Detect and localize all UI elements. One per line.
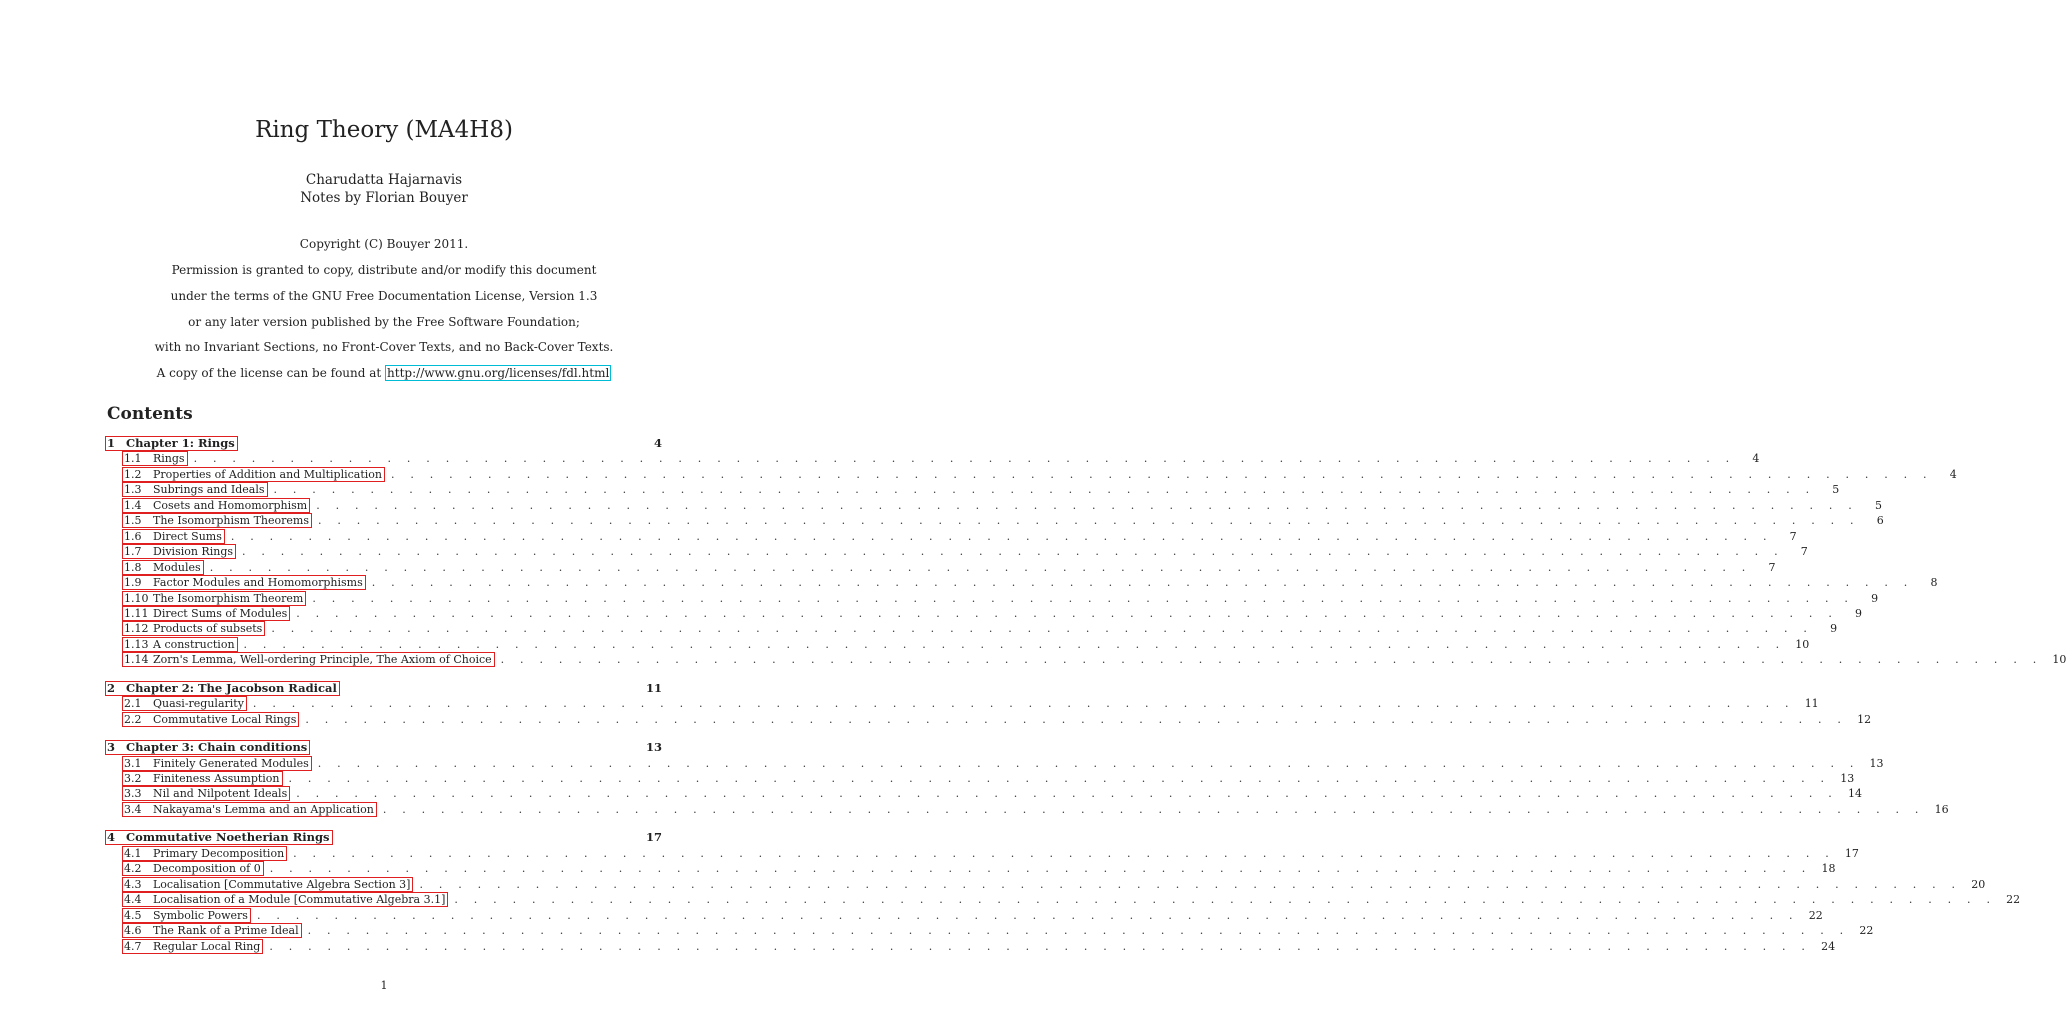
license-terms-line: under the terms of the GNU Free Documentation License, Version 1.3 <box>170 289 598 303</box>
toc-leader-dots: . . . . . . . . . . . . . . . . . . . . . . . . . . . . . . . . . . . . . . . . . . . . . . . . . . . . . . . . . . . . . . . . . . . . . . . . . . . . . . . . <box>296 787 1838 801</box>
toc-entry-link[interactable] <box>122 467 385 482</box>
toc-page-number: 16 <box>1934 802 1949 816</box>
toc-leader-dots: . . . . . . . . . . . . . . . . . . . . . . . . . . . . . . . . . . . . . . . . . . . . . . . . . . . . . . . . . . . . . . . . . . . . . . . . . . . . . . . . <box>269 939 1812 953</box>
toc-page-number: 17 <box>1844 846 1859 860</box>
toc-entry-link[interactable] <box>122 498 310 513</box>
toc-section-entry[interactable] <box>105 606 1863 621</box>
toc-entry-number: 1.14 <box>124 653 149 667</box>
toc-entry-number: 1 <box>107 436 116 450</box>
toc-entry-link[interactable] <box>122 451 188 466</box>
toc-entry-link[interactable] <box>105 681 340 696</box>
toc-section-entry[interactable] <box>105 802 1949 817</box>
toc-page-number: 5 <box>1875 498 1883 512</box>
document-title: Ring Theory (MA4H8) <box>255 117 513 143</box>
license-location-line <box>0 366 768 380</box>
toc-entry-title: Finitely Generated Modules <box>153 756 309 770</box>
toc-entry-link[interactable] <box>122 544 236 559</box>
toc-page-number: 9 <box>1830 622 1838 636</box>
toc-page-number: 24 <box>1821 939 1836 953</box>
toc-entry-link[interactable] <box>105 740 310 755</box>
toc-entry-number: 4.4 <box>124 893 142 907</box>
toc-entry-link[interactable] <box>122 771 283 786</box>
toc-section-entry[interactable] <box>105 529 1797 544</box>
toc-page-number: 7 <box>1789 529 1797 543</box>
toc-page-number: 22 <box>2006 893 2021 907</box>
toc-entry-title: Nakayama's Lemma and an Application <box>153 802 374 816</box>
toc-entry-title: Localisation [Commutative Algebra Section 3] <box>153 877 411 891</box>
toc-entry-link[interactable] <box>122 802 377 817</box>
toc-entry-number: 1.10 <box>124 591 149 605</box>
toc-entry-title: Chapter 2: The Jacobson Radical <box>126 680 337 695</box>
toc-entry-title: Products of subsets <box>153 622 263 636</box>
toc-section-entry[interactable] <box>105 861 1836 876</box>
toc-leader-dots: . . . . . . . . . . . . . . . . . . . . . . . . . . . . . . . . . . . . . . . . . . . . . . . . . . . . . . . . . . . . . . . . . . . . . . . . . . . . . . . . <box>256 908 1799 922</box>
toc-entry-number: 4 <box>107 830 116 845</box>
toc-section-entry[interactable] <box>105 923 1874 938</box>
toc-section-entry[interactable] <box>105 482 1840 497</box>
toc-entry-link[interactable] <box>122 892 448 907</box>
toc-entry-number: 1.13 <box>124 637 149 651</box>
toc-section-entry[interactable] <box>105 513 1884 528</box>
toc-page-number: 8 <box>1930 576 1938 590</box>
toc-entry-number: 4.5 <box>124 908 142 922</box>
toc-leader-dots: . . . . . . . . . . . . . . . . . . . . . . . . . . . . . . . . . . . . . . . . . . . . . . . . . . . . . . . . . . . . . . . . . . . . . . . . . . . . . . . . <box>269 862 1812 876</box>
toc-leader-dots: . . . . . . . . . . . . . . . . . . . . . . . . . . . . . . . . . . . . . . . . . . . . . . . . . . . . . . . . . . . . . . . . . . . . . . . . . . . . . . . . <box>243 637 1786 651</box>
toc-page-number: 13 <box>1869 756 1884 770</box>
toc-entry-link[interactable] <box>122 756 312 771</box>
toc-section-entry[interactable] <box>105 544 1808 559</box>
toc-section-entry[interactable] <box>105 575 1938 590</box>
toc-entry-title: Division Rings <box>153 545 234 559</box>
toc-entry-number: 1.4 <box>124 498 142 512</box>
toc-chapter-entry[interactable] <box>105 436 662 451</box>
toc-entry-link[interactable] <box>122 591 306 606</box>
toc-entry-number: 4.7 <box>124 939 142 953</box>
toc-page-number: 20 <box>1971 877 1986 891</box>
toc-entry-link[interactable] <box>122 786 290 801</box>
toc-entry-number: 1.12 <box>124 622 149 636</box>
author-name: Charudatta Hajarnavis <box>305 172 463 188</box>
toc-section-entry[interactable] <box>105 498 1883 513</box>
toc-chapter-entry[interactable] <box>105 830 662 845</box>
toc-page-number: 13 <box>1840 772 1855 785</box>
toc-entry-number: 4.3 <box>124 877 142 891</box>
license-location-text: A copy of the license can be found at <box>156 366 386 380</box>
toc-entry-number: 1.11 <box>124 606 149 620</box>
toc-leader-dots: . . . . . . . . . . . . . . . . . . . . . . . . . . . . . . . . . . . . . . . . . . . . . . . . . . . . . . . . . . . . . . . . . . . . . . . . . . . . . . . . <box>273 483 1816 497</box>
toc-leader-dots: . . . . . . . . . . . . . . . . . . . . . . . . . . . . . . . . . . . . . . . . . . . . . . . . . . . . . . . . . . . . . . . . . . . . . . . . . . . . . . . . <box>419 877 1962 891</box>
toc-leader-dots: . . . . . . . . . . . . . . . . . . . . . . . . . . . . . . . . . . . . . . . . . . . . . . . . . . . . . . . . . . . . . . . . . . . . . . . . . . . . . . . . <box>230 529 1773 543</box>
toc-section-entry[interactable] <box>105 846 1859 861</box>
toc-page-number: 4 <box>653 436 662 450</box>
toc-entry-title: Decomposition of 0 <box>153 862 261 876</box>
toc-leader-dots: . . . . . . . . . . . . . . . . . . . . . . . . . . . . . . . . . . . . . . . . . . . . . . . . . . . . . . . . . . . . . . . . . . . . . . . . . . . . . . . . <box>296 606 1839 620</box>
toc-page-number: 9 <box>1855 606 1863 620</box>
toc-leader-dots: . . . . . . . . . . . . . . . . . . . . . . . . . . . . . . . . . . . . . . . . . . . . . . . . . . . . . . . . . . . . . . . . . . . . . . . . . . . . . . . . <box>317 756 1860 770</box>
toc-leader-dots: . . . . . . . . . . . . . . . . . . . . . . . . . . . . . . . . . . . . . . . . . . . . . . . . . . . . . . . . . . . . . . . . . . . . . . . . . . . . . . . . <box>252 697 1795 711</box>
toc-page-number: 6 <box>1876 514 1884 528</box>
toc-entry-link[interactable] <box>122 560 204 575</box>
toc-entry-link[interactable] <box>122 923 302 938</box>
toc-entry-link[interactable] <box>105 830 333 845</box>
toc-entry-title: Chapter 3: Chain conditions <box>126 740 308 755</box>
toc-leader-dots: . . . . . . . . . . . . . . . . . . . . . . . . . . . . . . . . . . . . . . . . . . . . . . . . . . . . . . . . . . . . . . . . . . . . . . . . . . . . . . . . <box>271 622 1814 636</box>
toc-entry-title: A construction <box>153 637 235 651</box>
copyright-line: Copyright (C) Bouyer 2011. <box>299 237 469 251</box>
toc-page-number: 5 <box>1832 483 1840 497</box>
toc-entry-title: Commutative Noetherian Rings <box>126 830 330 845</box>
license-link[interactable]: http://www.gnu.org/licenses/fdl.html <box>387 366 610 380</box>
toc-entry-number: 1.5 <box>124 514 142 528</box>
toc-entry-number: 4.2 <box>124 862 142 876</box>
toc-page-number: 12 <box>1857 712 1872 726</box>
toc-entry-link[interactable] <box>105 436 238 451</box>
toc-page-number: 9 <box>1871 591 1879 605</box>
toc-section-entry[interactable] <box>105 892 2021 907</box>
toc-page-number: 7 <box>1768 560 1776 574</box>
invariant-sections-line: with no Invariant Sections, no Front-Cover Texts, and no Back-Cover Texts. <box>154 340 614 354</box>
toc-entry-title: Quasi-regularity <box>153 697 244 711</box>
toc-entry-title: Finiteness Assumption <box>153 772 280 785</box>
toc-entry-number: 1.7 <box>124 545 142 559</box>
toc-leader-dots: . . . . . . . . . . . . . . . . . . . . . . . . . . . . . . . . . . . . . . . . . . . . . . . . . . . . . . . . . . . . . . . . . . . . . . . . . . . . . . . . <box>500 653 2043 667</box>
toc-leader-dots: . . . . . . . . . . . . . . . . . . . . . . . . . . . . . . . . . . . . . . . . . . . . . . . . . . . . . . . . . . . . . . . . . . . . . . . . . . . . . . . . <box>317 514 1860 528</box>
toc-entry-title: Direct Sums of Modules <box>153 606 288 620</box>
toc-section-entry[interactable] <box>105 939 1836 954</box>
table-of-contents <box>105 436 2066 954</box>
license-version-line: or any later version published by the Free Software Foundation; <box>188 315 580 329</box>
toc-page-number: 10 <box>1795 637 1810 651</box>
toc-entry-link[interactable] <box>122 652 495 667</box>
toc-entry-title: Symbolic Powers <box>153 908 248 922</box>
toc-page-number: 22 <box>1808 908 1823 922</box>
toc-entry-number: 3.4 <box>124 802 142 816</box>
toc-entry-title: Regular Local Ring <box>153 939 261 953</box>
toc-section-entry[interactable] <box>105 637 1810 652</box>
toc-entry-number: 2.2 <box>124 712 142 726</box>
toc-entry-title: Cosets and Homomorphism <box>153 498 308 512</box>
toc-entry-number: 1.3 <box>124 483 142 497</box>
toc-leader-dots: . . . . . . . . . . . . . . . . . . . . . . . . . . . . . . . . . . . . . . . . . . . . . . . . . . . . . . . . . . . . . . . . . . . . . . . . . . . . . . . . <box>209 560 1752 574</box>
toc-leader-dots: . . . . . . . . . . . . . . . . . . . . . . . . . . . . . . . . . . . . . . . . . . . . . . . . . . . . . . . . . . . . . . . . . . . . . . . . . . . . . . . . <box>307 924 1850 938</box>
toc-entry-number: 2 <box>107 680 116 695</box>
toc-entry-number: 3 <box>107 740 116 755</box>
toc-leader-dots: . . . . . . . . . . . . . . . . . . . . . . . . . . . . . . . . . . . . . . . . . . . . . . . . . . . . . . . . . . . . . . . . . . . . . . . . . . . . . . . . <box>382 802 1925 816</box>
toc-section-entry[interactable] <box>105 696 1819 711</box>
toc-entry-number: 3.2 <box>124 772 142 785</box>
toc-section-entry[interactable] <box>105 786 1862 801</box>
toc-leader-dots: . . . . . . . . . . . . . . . . . . . . . . . . . . . . . . . . . . . . . . . . . . . . . . . . . . . . . . . . . . . . . . . . . . . . . . . . . . . . . . . . <box>316 498 1859 512</box>
toc-entry-link[interactable] <box>122 846 287 861</box>
toc-entry-title: Factor Modules and Homomorphisms <box>153 576 363 590</box>
toc-entry-number: 1.8 <box>124 560 142 574</box>
toc-entry-link[interactable] <box>122 939 263 954</box>
toc-entry-number: 4.6 <box>124 924 142 938</box>
toc-entry-title: Properties of Addition and Multiplication <box>153 467 382 481</box>
toc-section-entry[interactable] <box>105 560 1776 575</box>
toc-entry-title: Direct Sums <box>153 529 222 543</box>
toc-entry-number: 2.1 <box>124 697 142 711</box>
toc-section-entry[interactable] <box>105 771 1855 786</box>
toc-entry-link[interactable] <box>122 877 413 892</box>
toc-leader-dots: . . . . . . . . . . . . . . . . . . . . . . . . . . . . . . . . . . . . . . . . . . . . . . . . . . . . . . . . . . . . . . . . . . . . . . . . . . . . . . . . <box>454 893 1997 907</box>
toc-leader-dots: . . . . . . . . . . . . . . . . . . . . . . . . . . . . . . . . . . . . . . . . . . . . . . . . . . . . . . . . . . . . . . . . . . . . . . . . . . . . . . . . <box>371 576 1914 590</box>
toc-entry-link[interactable] <box>122 575 366 590</box>
toc-entry-link[interactable] <box>122 861 264 876</box>
toc-entry-title: Commutative Local Rings <box>153 712 297 726</box>
toc-entry-title: Nil and Nilpotent Ideals <box>153 787 288 801</box>
toc-page-number: 4 <box>1752 452 1760 466</box>
toc-section-entry[interactable] <box>105 591 1879 606</box>
toc-page-number: 11 <box>645 680 662 695</box>
toc-entry-title: The Rank of a Prime Ideal <box>153 924 299 938</box>
toc-page-number: 7 <box>1800 545 1808 559</box>
toc-leader-dots: . . . . . . . . . . . . . . . . . . . . . . . . . . . . . . . . . . . . . . . . . . . . . . . . . . . . . . . . . . . . . . . . . . . . . . . . . . . . . . . . <box>293 846 1835 860</box>
toc-entry-link[interactable] <box>122 606 290 621</box>
toc-entry-link[interactable] <box>122 712 299 727</box>
toc-entry-title: Chapter 1: Rings <box>126 436 235 450</box>
toc-entry-number: 1.2 <box>124 467 142 481</box>
permission-line: Permission is granted to copy, distribute and/or modify this document <box>171 263 597 277</box>
toc-entry-number: 1.1 <box>124 452 142 466</box>
toc-entry-title: The Isomorphism Theorems <box>153 514 309 528</box>
toc-entry-number: 4.1 <box>124 846 142 860</box>
toc-entry-title: Zorn's Lemma, Well-ordering Principle, The Axiom of Choice <box>153 653 492 667</box>
toc-entry-number: 3.1 <box>124 756 142 770</box>
toc-entry-title: Rings <box>153 452 185 466</box>
toc-leader-dots: . . . . . . . . . . . . . . . . . . . . . . . . . . . . . . . . . . . . . . . . . . . . . . . . . . . . . . . . . . . . . . . . . . . . . . . . . . . . . . . . <box>242 545 1784 559</box>
toc-entry-link[interactable] <box>122 529 225 544</box>
toc-page-number: 13 <box>645 740 662 755</box>
toc-section-entry[interactable] <box>105 467 1957 482</box>
toc-section-entry[interactable] <box>105 712 1872 727</box>
toc-leader-dots: . . . . . . . . . . . . . . . . . . . . . . . . . . . . . . . . . . . . . . . . . . . . . . . . . . . . . . . . . . . . . . . . . . . . . . . . . . . . . . . . <box>391 467 1933 481</box>
toc-section-entry[interactable] <box>105 621 1838 636</box>
toc-leader-dots: . . . . . . . . . . . . . . . . . . . . . . . . . . . . . . . . . . . . . . . . . . . . . . . . . . . . . . . . . . . . . . . . . . . . . . . . . . . . . . . . <box>305 712 1848 726</box>
toc-entry-title: The Isomorphism Theorem <box>153 591 304 605</box>
toc-entry-link[interactable] <box>122 908 251 923</box>
toc-page-number: 17 <box>645 830 662 845</box>
toc-section-entry[interactable] <box>105 756 1884 771</box>
toc-entry-link[interactable] <box>122 637 238 652</box>
toc-page-number: 18 <box>1821 862 1836 876</box>
toc-leader-dots: . . . . . . . . . . . . . . . . . . . . . . . . . . . . . . . . . . . . . . . . . . . . . . . . . . . . . . . . . . . . . . . . . . . . . . . . . . . . . . . . <box>288 772 1831 785</box>
toc-entry-link[interactable] <box>122 696 247 711</box>
toc-entry-title: Localisation of a Module [Commutative Algebra 3.1] <box>153 893 446 907</box>
notes-author: Notes by Florian Bouyer <box>300 190 468 206</box>
toc-entry-title: Subrings and Ideals <box>153 483 265 497</box>
toc-page-number: 4 <box>1949 467 1957 481</box>
toc-entry-title: Primary Decomposition <box>153 846 285 860</box>
contents-heading: Contents <box>107 404 193 424</box>
toc-chapter-entry[interactable] <box>105 740 662 755</box>
toc-entry-number: 1.9 <box>124 576 142 590</box>
toc-page-number: 22 <box>1859 924 1874 938</box>
toc-section-entry[interactable] <box>105 652 2066 667</box>
toc-section-entry[interactable] <box>105 877 1986 892</box>
toc-entry-number: 3.3 <box>124 787 142 801</box>
toc-page-number: 11 <box>1804 697 1819 711</box>
toc-entry-link[interactable] <box>122 621 265 636</box>
toc-entry-title: Modules <box>153 560 201 574</box>
toc-section-entry[interactable] <box>105 451 1760 466</box>
toc-page-number: 10 <box>2052 653 2066 667</box>
toc-leader-dots: . . . . . . . . . . . . . . . . . . . . . . . . . . . . . . . . . . . . . . . . . . . . . . . . . . . . . . . . . . . . . . . . . . . . . . . . . . . . . . . . <box>193 452 1736 466</box>
toc-leader-dots: . . . . . . . . . . . . . . . . . . . . . . . . . . . . . . . . . . . . . . . . . . . . . . . . . . . . . . . . . . . . . . . . . . . . . . . . . . . . . . . . <box>312 591 1855 605</box>
toc-entry-link[interactable] <box>122 513 312 528</box>
toc-entry-link[interactable] <box>122 482 268 497</box>
toc-section-entry[interactable] <box>105 908 1823 923</box>
toc-entry-number: 1.6 <box>124 529 142 543</box>
toc-chapter-entry[interactable] <box>105 681 662 696</box>
page-number: 1 <box>380 979 388 992</box>
toc-page-number: 14 <box>1847 787 1862 801</box>
